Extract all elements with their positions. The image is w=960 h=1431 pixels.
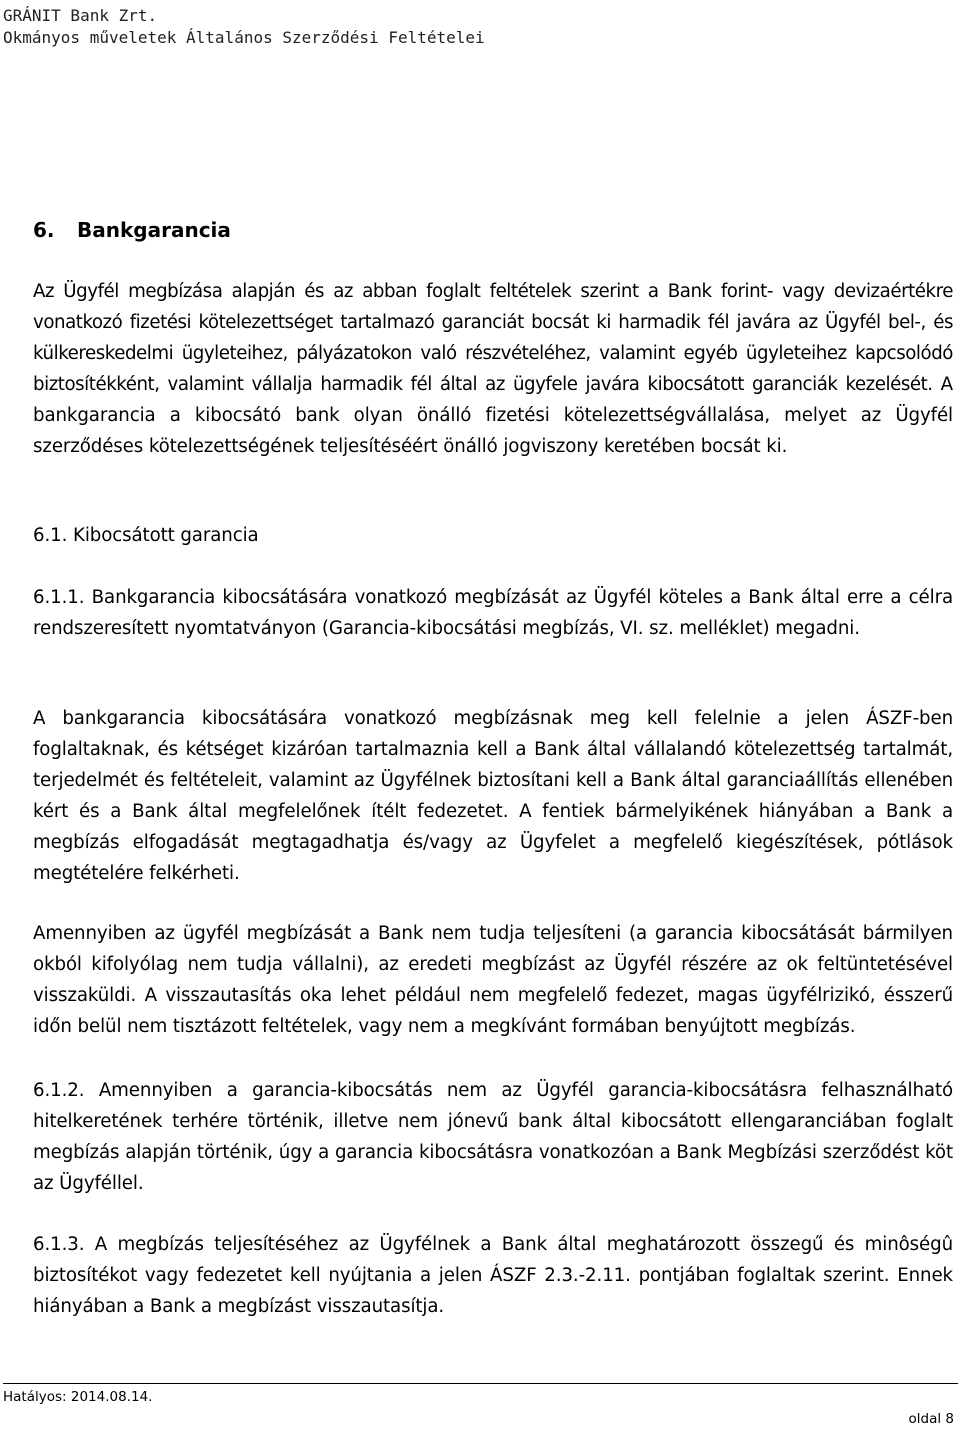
footer-divider — [3, 1383, 958, 1384]
company-name: GRÁNIT Bank Zrt. — [3, 6, 158, 25]
section-number: 6. — [33, 218, 55, 242]
document-title: Okmányos műveletek Általános Szerződési Feltételei — [3, 28, 485, 47]
page-header — [3, 5, 485, 49]
paragraph-6-1-1-c: Amennyiben az ügyfél megbízását a Bank nem tudja teljesíteni (a garancia kibocsátását bármilyen okból kifolyólag nem tudja vállalni), az eredeti megbízást az Ügyfél részére az ok feltüntetésével visszaküldi. A visszautasítás oka lehet például nem megfelelő fedezet, magas ügyfélrizikó, ésszerű időn belül nem tisztázott feltételek, vagy nem a megkívánt formában benyújtott megbízás. — [33, 923, 953, 1037]
intro-text-1: Az Ügyfél megbízása alapján és az abban foglalt feltételek szerint a Bank forint- vagy devizaértékre vonatkozó fizetési kötelezettséget tartalmazó garanciát bocsát ki harmadik fél javára az Ügyfél bel-, és külkereskedelmi ügyleteihez, pályázatokon való részvételéhez, valamint egyéb ügyleteihez kapcsolódó biztosítékként, valamint vállalja harmadik fél által az ügyfele javára kibocsátott garanciák kezelését. — [33, 281, 953, 395]
paragraph-6-1-3: 6.1.3. A megbízás teljesítéséhez az Ügyfélnek a Bank által meghatározott összegű és minôségû biztosítékot vagy fedezetet kell nyújtania a jelen ÁSZF 2.3.-2.11. pontjában foglaltak szerint. Ennek hiányában a Bank a megbízást visszautasítja. — [33, 1234, 953, 1317]
page-number: oldal 8 — [908, 1411, 954, 1427]
paragraph-6-1-1: 6.1.1. Bankgarancia kibocsátására vonatkozó megbízását az Ügyfél köteles a Bank által erre a célra rendszeresített nyomtatványon (Garancia-kibocsátási megbízás, VI. sz. melléklet) megadni. — [33, 587, 953, 639]
intro-paragraph-1 — [33, 276, 953, 462]
section-heading — [33, 216, 231, 244]
subsection-heading: 6.1. Kibocsátott garancia — [33, 525, 259, 546]
paragraph-6-1-2: 6.1.2. Amennyiben a garancia-kibocsátás nem az Ügyfél garancia-kibocsátásra felhasználható hitelkeretének terhére történik, illetve nem jónevű bank által kibocsátott ellengaranciában foglalt megbízás alapján történik, úgy a garancia kibocsátásra vonatkozóan a Bank Megbízási szerződést köt az Ügyféllel. — [33, 1080, 953, 1194]
paragraph-6-1-1-b: A bankgarancia kibocsátására vonatkozó megbízásnak meg kell felelnie a jelen ÁSZF-ben foglaltaknak, és kétséget kizáróan tartalmaznia kell a Bank által vállalandó kötelezettség tartalmát, terjedelmét és feltételeit, valamint az Ügyfélnek biztosítani kell a Bank által garanciaállítás ellenében kért és a Bank által megfelelőnek ítélt fedezetet. A fentiek bármelyikének hiányában a Bank a megbízás elfogadását megtagadhatja és/vagy az Ügyfelet a megfelelő kiegészítések, pótlások megtételére felkérheti. — [33, 708, 953, 884]
intro-text-2: A bankgarancia a kibocsátó bank olyan önálló fizetési kötelezettségvállalása, melyet az Ügyfél szerződéses kötelezettségének teljesítéséért önálló jogviszony keretében bocsát ki. — [33, 374, 953, 457]
section-title: Bankgarancia — [77, 218, 231, 242]
effective-date: Hatályos: 2014.08.14. — [3, 1389, 153, 1405]
